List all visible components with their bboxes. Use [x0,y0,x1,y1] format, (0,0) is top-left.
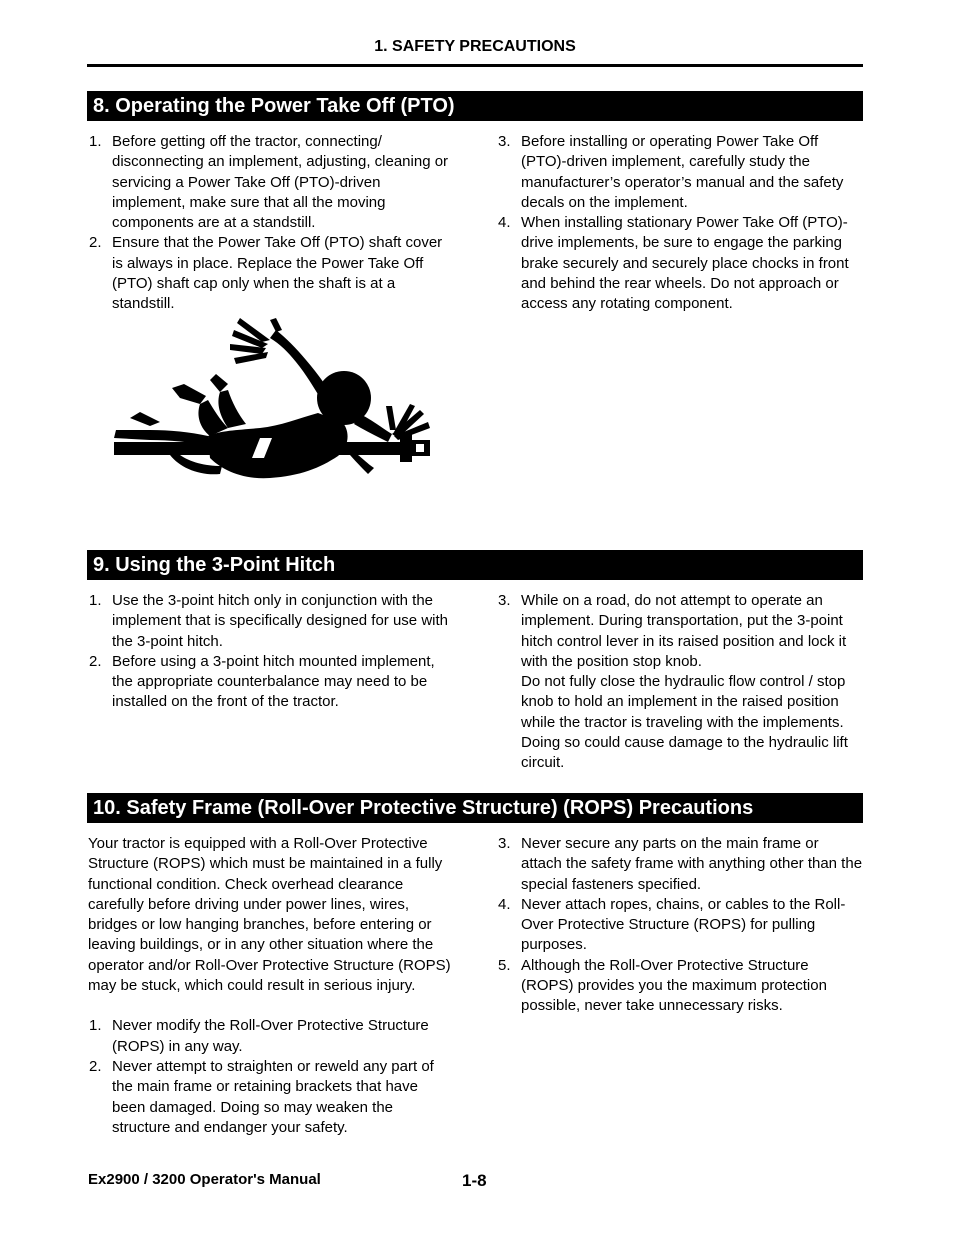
page-header-title: 1. SAFETY PRECAUTIONS [374,38,576,55]
list-item: 2. Before using a 3-point hitch mounted implement, the appropriate counterbalance may need to be installed on the front of the tractor. [89,652,435,711]
rops-right-column [497,834,863,1017]
rops-intro-paragraph: Your tractor is equipped with a Roll-Over Protective Structure (ROPS) which must be maintained in a fully functional condition. Check overhead clearance carefully before driving under power lines, wires, bridges or low hanging branches, before entering or leaving buildings, or in any other situation where the operator and/or Roll-Over Protective Structure (ROPS) may be stuck, which could result in serious injury. [88,835,451,995]
section-title-3-point-hitch: 9. Using the 3-Point Hitch [87,550,863,580]
pto-entanglement-hazard-icon [110,318,440,493]
rops-left-column [88,834,452,1138]
list-item: 2. Never attempt to straighten or reweld any part of the main frame or retaining brackets that have been damaged. Doing so may weaken the structure and endanger your safety. [89,1057,434,1136]
list-item: 4. When installing stationary Power Take Off (PTO)-drive implements, be sure to engage the parking brake securely and securely place chocks in front and behind the rear wheels. Do not approach or access any rotating component. [498,214,849,313]
list-item: 4. Never attach ropes, chains, or cables to the Roll-Over Protective Structure (ROPS) for pulling purposes. [498,895,846,954]
list-item: 3. Never secure any parts on the main frame or attach the safety frame with anything other than the special fasteners specified. [498,835,863,893]
footer-page-number: 1-8 [462,1171,487,1190]
pto-right-column [497,132,863,315]
pto-left-column [88,132,452,315]
section-title-pto: 8. Operating the Power Take Off (PTO) [87,91,863,121]
list-item: 3. While on a road, do not attempt to operate an implement. During transportation, put the 3-point hitch control lever in its raised position and lock it with the position stop knob. Do not fully close the hydraulic flow control / stop knob to hold an implement in the raised position while the tractor is traveling with the implements. Doing so could cause damage to the hydraulic lift circuit. [498,592,848,772]
list-item: 1. Use the 3-point hitch only in conjunction with the implement that is specifically designed for use with the 3-point hitch. [89,592,448,650]
header-divider [87,64,863,67]
list-item: 5. Although the Roll-Over Protective Structure (ROPS) provides you the maximum protection possible, never take unnecessary risks. [498,956,827,1015]
list-item: 2. Ensure that the Power Take Off (PTO) shaft cover is always in place. Replace the Power Take Off (PTO) shaft cap only when the shaft is at a standstill. [89,234,443,313]
list-item: 1. Never modify the Roll-Over Protective Structure (ROPS) in any way. [89,1017,429,1055]
hitch-right-column [497,591,863,774]
section-title-rops: 10. Safety Frame (Roll-Over Protective Structure) (ROPS) Precautions [87,793,863,823]
list-item: 3. Before installing or operating Power Take Off (PTO)-driven implement, carefully study the manufacturer’s operator’s manual and the safety decals on the implement. [498,133,844,211]
hitch-left-column [88,591,452,713]
list-item: 1. Before getting off the tractor, connecting/ disconnecting an implement, adjusting, cleaning or servicing a Power Take Off (PTO)-driven implement, make sure that all the moving components are at a standstill. [89,133,449,232]
footer-manual-title: Ex2900 / 3200 Operator's Manual [88,1171,321,1188]
